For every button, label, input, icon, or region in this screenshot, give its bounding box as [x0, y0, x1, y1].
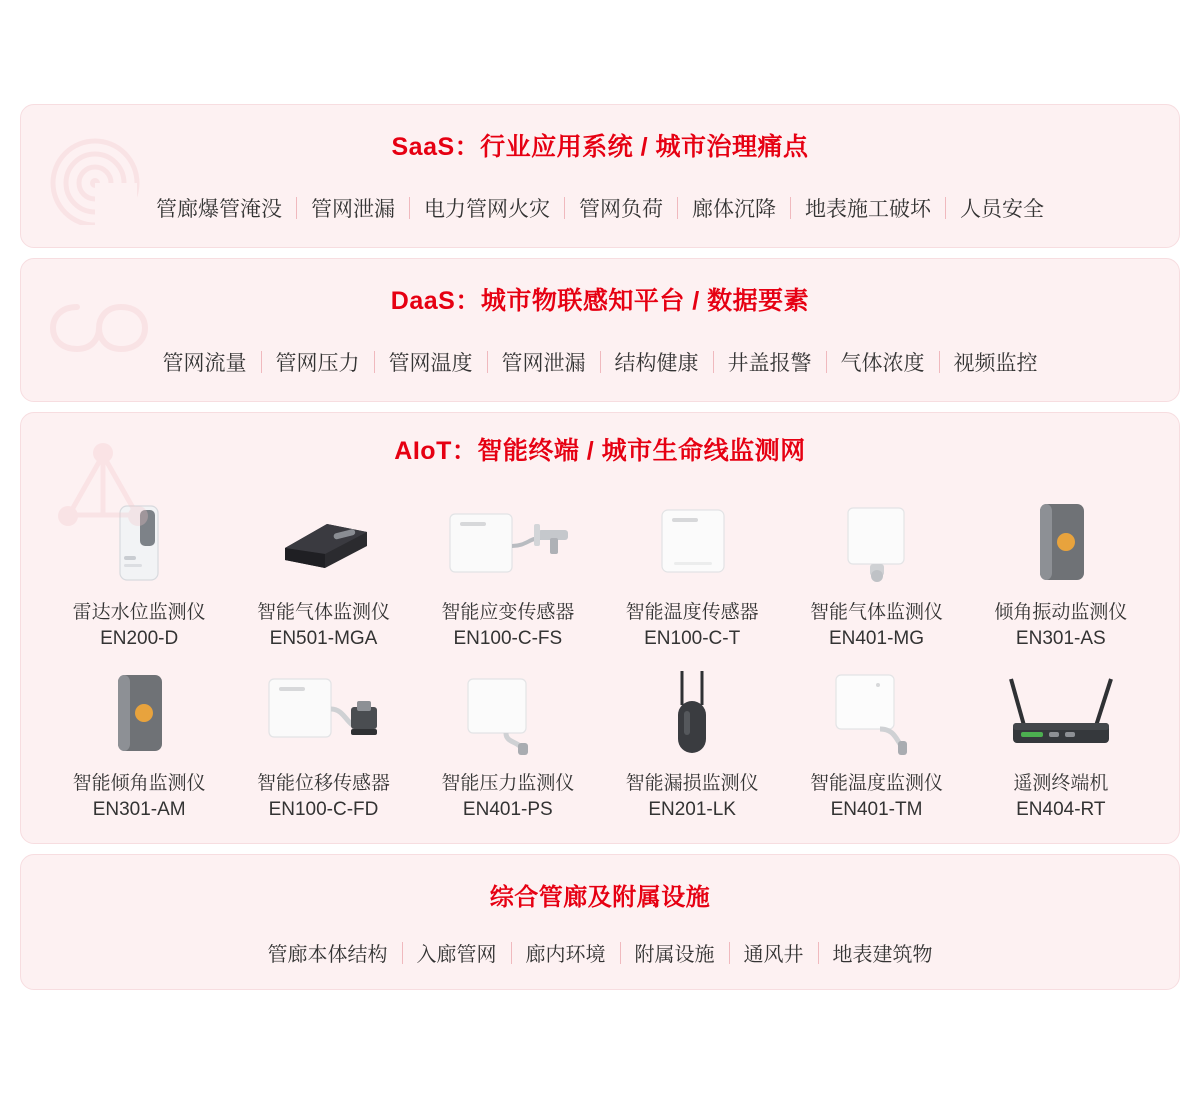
device-model: EN200-D: [100, 628, 179, 649]
infrastructure-item[interactable]: 入廊管网: [416, 944, 497, 966]
device-name: 智能压力监测仪: [441, 773, 575, 794]
device-card[interactable]: [47, 493, 231, 650]
saas-item-row: [21, 193, 1179, 223]
device-name: 智能位移传感器: [256, 773, 390, 794]
displacement-sensor-icon: [248, 664, 398, 760]
daas-item[interactable]: 管网温度: [388, 352, 473, 375]
device-card[interactable]: [600, 493, 784, 650]
device-name: 倾角振动监测仪: [994, 602, 1128, 623]
device-name: 遥测终端机: [1013, 773, 1109, 794]
device-model: EN301-AM: [92, 799, 186, 820]
infrastructure-item[interactable]: 通风井: [743, 944, 804, 966]
aiot-title: [21, 431, 1179, 467]
pressure-monitor-icon: [433, 664, 583, 760]
saas-title: [21, 127, 1179, 163]
daas-title: [21, 281, 1179, 317]
daas-title-prefix: DaaS：: [390, 287, 481, 315]
radar-level-meter-icon: [64, 493, 214, 589]
device-name: 智能气体监测仪: [256, 602, 390, 623]
infrastructure-item-row: [21, 938, 1179, 967]
device-card[interactable]: [416, 664, 600, 821]
device-model: EN401-PS: [462, 799, 553, 820]
saas-item[interactable]: 电力管网火灾: [424, 198, 550, 221]
device-name: 智能漏损监测仪: [625, 773, 759, 794]
device-grid: [21, 493, 1179, 821]
daas-item[interactable]: 气体浓度: [840, 352, 925, 375]
temperature-monitor-icon: [801, 664, 951, 760]
device-name: 智能倾角监测仪: [72, 773, 206, 794]
saas-item[interactable]: 地表施工破坏: [805, 198, 931, 221]
device-name: 智能气体监测仪: [809, 602, 943, 623]
infrastructure-title: 综合管廊及附属设施: [489, 884, 711, 911]
device-model: EN100-C-T: [644, 628, 741, 649]
device-card[interactable]: [784, 664, 968, 821]
device-card[interactable]: [600, 664, 784, 821]
device-name: 智能应变传感器: [441, 602, 575, 623]
daas-item[interactable]: 管网压力: [275, 352, 360, 375]
daas-item[interactable]: 管网流量: [162, 352, 247, 375]
device-model: EN201-LK: [648, 799, 736, 820]
gas-monitor-icon: [248, 493, 398, 589]
saas-item[interactable]: 管网泄漏: [311, 198, 395, 221]
infrastructure-item[interactable]: 地表建筑物: [832, 944, 933, 966]
daas-item[interactable]: 视频监控: [953, 352, 1038, 375]
device-name: 智能温度监测仪: [809, 773, 943, 794]
daas-item[interactable]: 管网泄漏: [501, 352, 586, 375]
device-card[interactable]: [416, 493, 600, 650]
daas-item-row: [21, 347, 1179, 377]
device-name: 雷达水位监测仪: [72, 602, 206, 623]
device-model: EN100-C-FS: [453, 628, 563, 649]
saas-item[interactable]: 管廊爆管淹没: [156, 198, 282, 221]
leak-monitor-icon: [617, 664, 767, 760]
daas-band: [20, 258, 1180, 402]
device-card[interactable]: [231, 664, 415, 821]
tilt-vibration-icon: [986, 493, 1136, 589]
device-model: EN301-AS: [1015, 628, 1106, 649]
device-card[interactable]: [969, 664, 1153, 821]
daas-item[interactable]: 结构健康: [614, 352, 699, 375]
infrastructure-band: [20, 854, 1180, 990]
tilt-monitor-icon: [64, 664, 214, 760]
device-name: 智能温度传感器: [625, 602, 759, 623]
device-model: EN401-TM: [830, 799, 923, 820]
device-model: EN404-RT: [1016, 799, 1106, 820]
infrastructure-item[interactable]: 附属设施: [634, 944, 715, 966]
device-model: EN501-MGA: [269, 628, 378, 649]
device-model: EN100-C-FD: [268, 799, 379, 820]
infrastructure-item[interactable]: 廊内环境: [525, 944, 606, 966]
daas-item[interactable]: 井盖报警: [727, 352, 812, 375]
saas-item[interactable]: 人员安全: [960, 198, 1044, 221]
aiot-band: [20, 412, 1180, 844]
strain-sensor-icon: [433, 493, 583, 589]
temperature-sensor-icon: [617, 493, 767, 589]
device-card[interactable]: [969, 493, 1153, 650]
aiot-title-main: 智能终端 / 城市生命线监测网: [477, 437, 806, 465]
saas-item[interactable]: 管网负荷: [579, 198, 663, 221]
saas-title-prefix: SaaS：: [391, 133, 481, 161]
device-card[interactable]: [784, 493, 968, 650]
saas-title-main: 行业应用系统 / 城市治理痛点: [480, 133, 809, 161]
gas-monitor-box-icon: [801, 493, 951, 589]
rtu-router-icon: [986, 664, 1136, 760]
aiot-title-prefix: AIoT：: [394, 437, 478, 465]
infrastructure-item[interactable]: 管廊本体结构: [267, 944, 388, 966]
saas-item[interactable]: 廊体沉降: [692, 198, 776, 221]
device-model: EN401-MG: [828, 628, 924, 649]
daas-title-main: 城市物联感知平台 / 数据要素: [480, 287, 810, 315]
device-card[interactable]: [231, 493, 415, 650]
saas-band: [20, 104, 1180, 248]
device-card[interactable]: [47, 664, 231, 821]
